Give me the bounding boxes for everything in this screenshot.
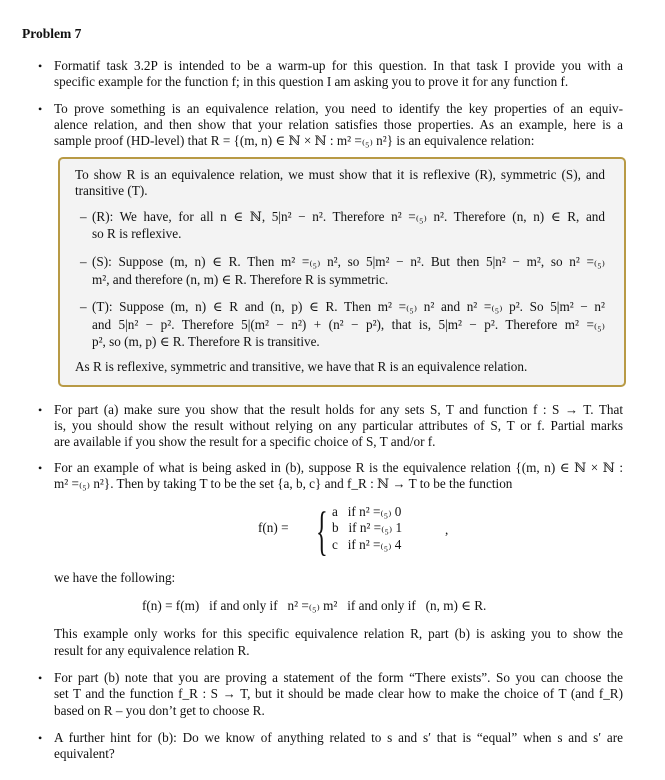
bullet5-line: For part (b) note that you are proving a statement of the form “There exists”. So you can choose the xyxy=(54,670,623,685)
proof-intro: transitive (T). xyxy=(75,183,148,198)
bullet-icon: • xyxy=(38,102,43,116)
bullet2-line: alence relation, and then show that your relation satisfies those properties. As an example, here is a xyxy=(54,117,623,132)
case-row: b if n² =₍₅₎ 1 xyxy=(332,520,403,535)
bullet5-line: set T and the function f_R : S → T, but it should be made clear how to make the choice of T (and f_R) xyxy=(54,686,623,701)
proof-conclusion: As R is reflexive, symmetric and transitive, we have that R is an equivalence relation. xyxy=(75,359,528,374)
bullet-icon: • xyxy=(38,731,43,745)
bullet3-line: is, you should show the result without relying on any particular attributes of S, T or f. Partial marks xyxy=(54,418,623,433)
bullet2-line: sample proof (HD-level) that R = {(m, n) ∈ ℕ × ℕ : m² =₍₅₎ n²} is an equivalence relation: xyxy=(54,133,535,148)
proof-transitive: (T): Suppose (m, n) ∈ R and (n, p) ∈ R. Then m² =₍₅₎ n² and n² =₍₅₎ p². So 5|m² − n² xyxy=(92,299,605,314)
bullet4-line: For an example of what is being asked in (b), suppose R is the equivalence relation {(m, n) ∈ ℕ × ℕ : xyxy=(54,460,623,475)
proof-reflexive: (R): We have, for all n ∈ ℕ, 5|n² − n². Therefore n² =₍₅₎ n². Therefore (n, n) ∈ R, and xyxy=(92,209,605,224)
bullet-icon: • xyxy=(38,461,43,475)
bullet-icon: • xyxy=(38,671,43,685)
example-note: This example only works for this specific equivalence relation R, part (b) is asking you to show the xyxy=(54,626,623,641)
bullet2-line: To prove something is an equivalence relation, you need to identify the key properties of an equiv- xyxy=(54,101,623,116)
case-row: c if n² =₍₅₎ 4 xyxy=(332,537,402,552)
dash-icon: – xyxy=(80,254,87,269)
proof-transitive: p², so (m, p) ∈ R. Therefore R is transitive. xyxy=(92,334,320,349)
bullet3-line: For part (a) make sure you show that the result holds for any sets S, T and function f : S → T. That xyxy=(54,402,623,417)
brace-icon: { xyxy=(316,501,328,561)
bullet5-line: based on R – you don’t get to choose R. xyxy=(54,703,265,718)
proof-symmetric: (S): Suppose (m, n) ∈ R. Then m² =₍₅₎ n², so 5|m² − n². But then 5|n² − m², so n² =₍₅₎ xyxy=(92,254,605,269)
bullet6-line: equivalent? xyxy=(54,746,115,761)
bullet6-line: A further hint for (b): Do we know of anything related to s and s′ that is “equal” when s and s′ are xyxy=(54,730,623,745)
bullet3-line: are available if you show the result for a specific choice of S, T and/or f. xyxy=(54,434,436,449)
proof-intro: To show R is an equivalence relation, we must show that it is reflexive (R), symmetric (S), and xyxy=(75,167,605,182)
bullet-icon: • xyxy=(38,59,43,73)
example-note: result for any equivalence relation R. xyxy=(54,643,250,658)
cases-lhs: f(n) = xyxy=(258,520,289,535)
case-row: a if n² =₍₅₎ 0 xyxy=(332,504,402,519)
dash-icon: – xyxy=(80,209,87,224)
display-equation: f(n) = f(m) if and only if n² =₍₅₎ m² if and only if (n, m) ∈ R. xyxy=(142,598,487,613)
bullet4-line: m² =₍₅₎ n²}. Then by taking T to be the set {a, b, c} and f_R : ℕ → T to be the function xyxy=(54,476,513,491)
bullet1-line: specific example for the function f; in this question I am asking you to prove it for any function f. xyxy=(54,74,569,89)
proof-transitive: and 5|n² − p². Therefore 5|(m² − n²) + (n² − p²), that is, 5|m² − p². Therefore m² =₍₅₎ xyxy=(92,317,605,332)
bullet1-line: Formatif task 3.2P is intended to be a warm-up for this question. In that task I provide you with a xyxy=(54,58,623,73)
cases-comma: , xyxy=(445,522,449,537)
we-have-text: we have the following: xyxy=(54,570,176,585)
proof-symmetric: m², and therefore (n, m) ∈ R. Therefore R is symmetric. xyxy=(92,272,389,287)
proof-reflexive: so R is reflexive. xyxy=(92,226,182,241)
bullet-icon: • xyxy=(38,403,43,417)
problem-title: Problem 7 xyxy=(22,26,82,41)
dash-icon: – xyxy=(80,299,87,314)
